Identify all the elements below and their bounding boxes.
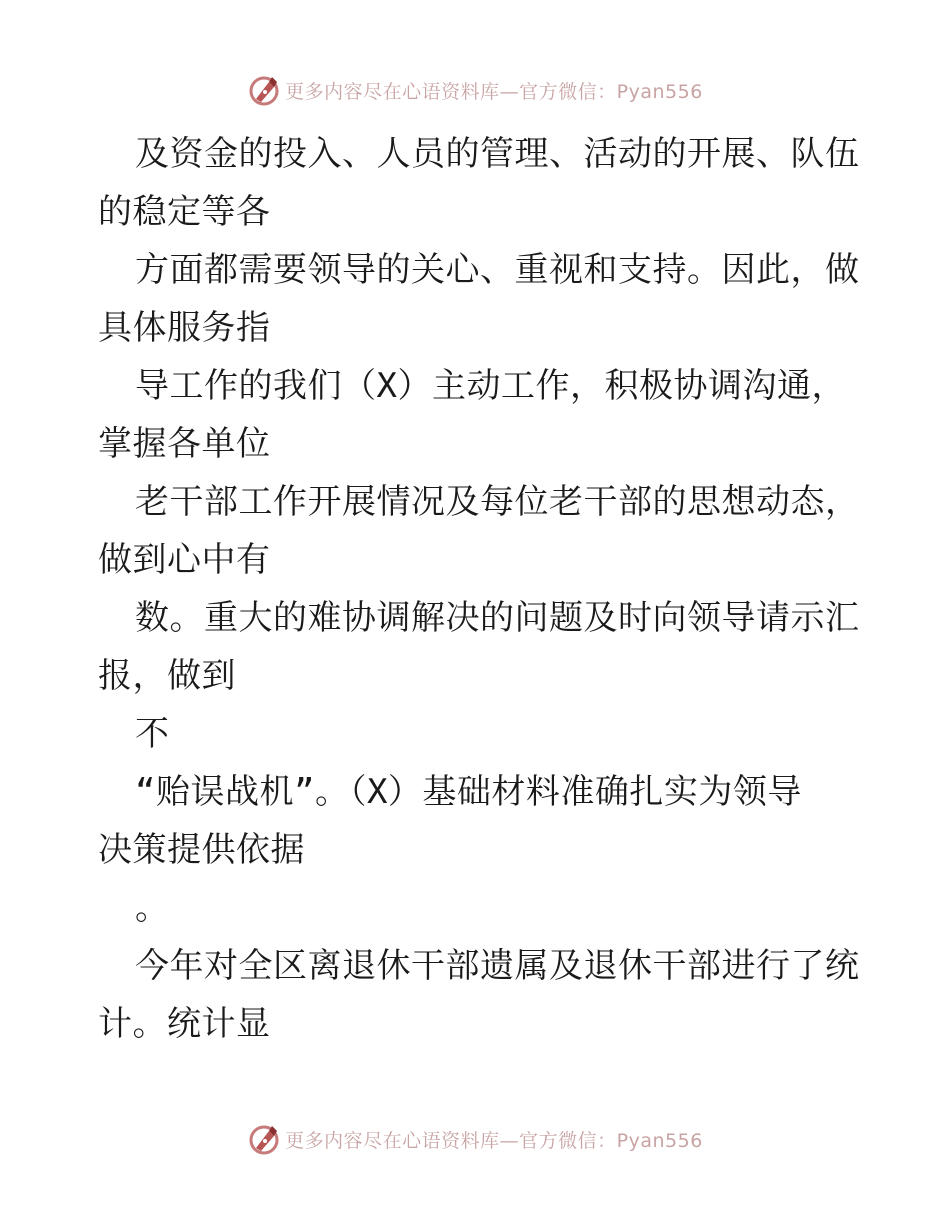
- text-line: 数。重大的难协调解决的问题及时向领导请示汇: [135, 598, 860, 638]
- text-line: 导工作的我们（X）主动工作，积极协调沟通，: [135, 366, 846, 406]
- text-line: 决策提供依据: [98, 830, 305, 870]
- text-line: 的稳定等各: [98, 192, 271, 232]
- text-line: 做到心中有: [98, 540, 271, 580]
- watermark-text: 更多内容尽在心语资料库—官方微信：Pyan556: [285, 1129, 703, 1152]
- pen-nib-circle-icon: [247, 73, 281, 107]
- text-line: 及资金的投入、人员的管理、活动的开展、队伍: [135, 134, 860, 174]
- document-body: [98, 125, 858, 1053]
- text-line: 不: [135, 714, 170, 754]
- footer-watermark: [0, 1119, 950, 1159]
- text-line: 方面都需要领导的关心、重视和支持。因此，做: [135, 250, 860, 290]
- text-line: 。: [135, 888, 170, 928]
- text-line: 掌握各单位: [98, 424, 271, 464]
- text-line: “贻误战机”。（X）基础材料准确扎实为领导: [135, 772, 802, 812]
- watermark-text: 更多内容尽在心语资料库—官方微信：Pyan556: [285, 80, 703, 103]
- text-line: 具体服务指: [98, 308, 271, 348]
- text-line: 老干部工作开展情况及每位老干部的思想动态，: [135, 482, 860, 522]
- text-line: 报，做到: [98, 656, 236, 696]
- header-watermark: [0, 70, 950, 110]
- pen-nib-circle-icon: [247, 1122, 281, 1156]
- text-line: 计。统计显: [98, 1004, 271, 1044]
- text-line: 今年对全区离退休干部遗属及退休干部进行了统: [135, 946, 860, 986]
